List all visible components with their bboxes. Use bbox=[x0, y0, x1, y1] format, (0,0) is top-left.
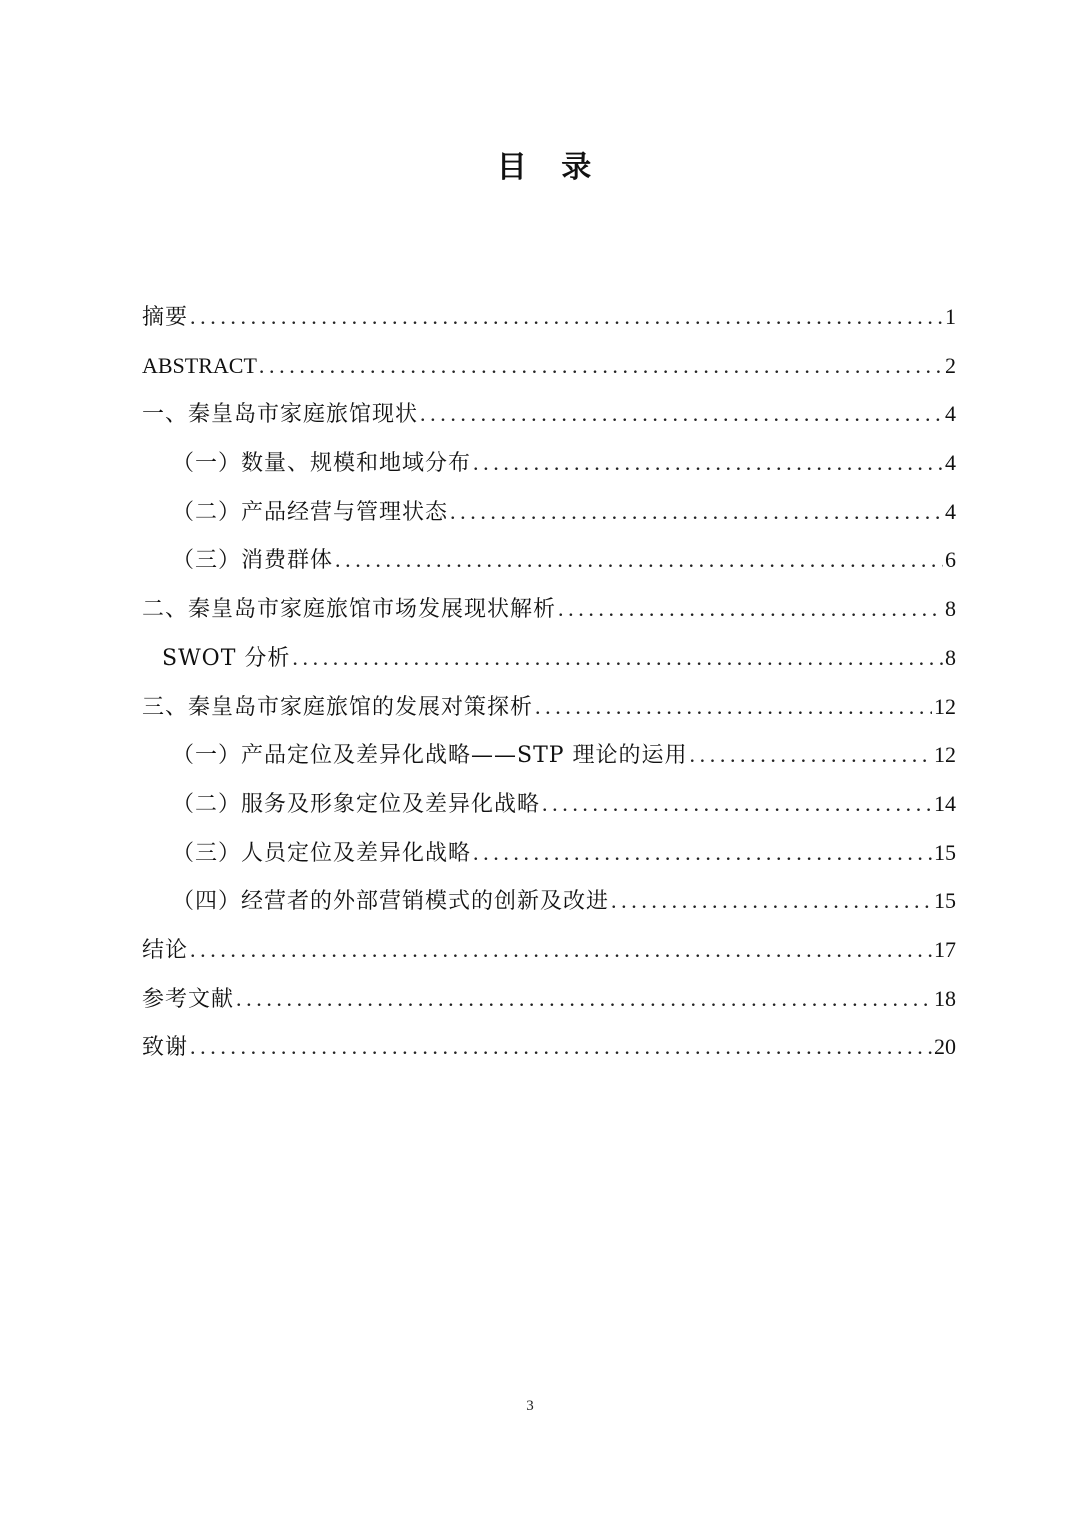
toc-entry-text: （四）经营者的外部营销模式的创新及改进 bbox=[172, 889, 610, 915]
toc-entry-page: 2 bbox=[945, 352, 956, 378]
toc-entry-section-3-3[interactable] bbox=[142, 829, 956, 878]
toc-entry-text: 摘要 bbox=[142, 305, 189, 330]
toc-entry-section-1-3[interactable] bbox=[142, 536, 956, 585]
toc-dot-leader bbox=[190, 926, 932, 975]
toc-dot-leader bbox=[473, 439, 943, 488]
toc-entry-text: （一）数量、规模和地域分布 bbox=[172, 451, 472, 477]
toc-entry-text: 结论 bbox=[142, 937, 189, 963]
toc-entry-text: （二）产品经营与管理状态 bbox=[172, 499, 449, 525]
toc-entry-references[interactable] bbox=[142, 975, 956, 1024]
page-title: 目 录 bbox=[496, 150, 604, 185]
toc-dot-leader bbox=[611, 877, 932, 926]
toc-entry-text: 二、秦皇岛市家庭旅馆市场发展现状解析 bbox=[142, 597, 557, 623]
toc-entry-page: 20 bbox=[934, 1034, 956, 1060]
toc-dot-leader bbox=[542, 780, 932, 829]
toc-entry-conclusion[interactable] bbox=[142, 926, 956, 975]
toc-entry-text: 一、秦皇岛市家庭旅馆现状 bbox=[142, 402, 419, 428]
toc-dot-leader bbox=[473, 829, 932, 878]
toc-entry-page: 15 bbox=[934, 839, 956, 865]
toc-entry-text: 参考文献 bbox=[142, 986, 235, 1012]
toc-entry-page: 14 bbox=[934, 790, 956, 816]
toc-dot-leader bbox=[259, 342, 943, 391]
toc-entry-section-3-2[interactable] bbox=[142, 780, 956, 829]
toc-entry-page: 8 bbox=[945, 596, 956, 622]
toc-entry-text: （三）消费群体 bbox=[172, 548, 334, 574]
toc-entry-abstract-cn[interactable] bbox=[142, 293, 956, 342]
toc-entry-abstract-en[interactable] bbox=[142, 342, 956, 391]
toc-entry-text: （一）产品定位及差异化战略——STP 理论的运用 bbox=[172, 743, 688, 769]
toc-entry-page: 4 bbox=[945, 498, 956, 524]
toc-dot-leader bbox=[420, 390, 943, 439]
toc-entry-text: （三）人员定位及差异化战略 bbox=[172, 840, 472, 866]
toc-dot-leader bbox=[450, 488, 943, 537]
toc-dot-leader bbox=[292, 634, 943, 683]
toc-entry-section-3-1[interactable] bbox=[142, 731, 956, 780]
toc-entry-page: 8 bbox=[945, 644, 956, 670]
toc-entry-section-2-swot[interactable] bbox=[142, 634, 956, 683]
toc-entry-text: 三、秦皇岛市家庭旅馆的发展对策探析 bbox=[142, 694, 534, 720]
toc-entry-page: 6 bbox=[945, 547, 956, 573]
toc-dot-leader bbox=[535, 683, 932, 732]
toc-dot-leader bbox=[335, 536, 943, 585]
toc-entry-chapter-2[interactable] bbox=[142, 585, 956, 634]
toc-entry-chapter-1[interactable] bbox=[142, 390, 956, 439]
toc-entry-text: ABSTRACT bbox=[142, 352, 257, 378]
toc-entry-section-1-2[interactable] bbox=[142, 488, 956, 537]
toc-dot-leader bbox=[190, 1023, 932, 1072]
toc-entry-acknowledgements[interactable] bbox=[142, 1023, 956, 1072]
toc-entry-page: 1 bbox=[945, 304, 956, 329]
table-of-contents bbox=[142, 293, 956, 1072]
toc-entry-section-3-4[interactable] bbox=[142, 877, 956, 926]
toc-dot-leader bbox=[236, 975, 932, 1024]
toc-entry-section-1-1[interactable] bbox=[142, 439, 956, 488]
toc-entry-text: （二）服务及形象定位及差异化战略 bbox=[172, 791, 541, 817]
toc-entry-page: 18 bbox=[934, 985, 956, 1011]
toc-entry-page: 17 bbox=[934, 936, 956, 962]
page-number: 3 bbox=[526, 1398, 534, 1414]
toc-entry-chapter-3[interactable] bbox=[142, 683, 956, 732]
toc-entry-page: 4 bbox=[945, 401, 956, 427]
toc-entry-page: 15 bbox=[934, 888, 956, 914]
toc-dot-leader bbox=[190, 293, 943, 342]
toc-entry-page: 4 bbox=[945, 450, 956, 476]
toc-dot-leader bbox=[558, 585, 943, 634]
toc-dot-leader bbox=[690, 731, 932, 780]
toc-entry-text: 致谢 bbox=[142, 1035, 189, 1061]
toc-entry-text: SWOT 分析 bbox=[162, 645, 291, 671]
toc-entry-page: 12 bbox=[934, 742, 956, 768]
toc-entry-page: 12 bbox=[934, 693, 956, 719]
